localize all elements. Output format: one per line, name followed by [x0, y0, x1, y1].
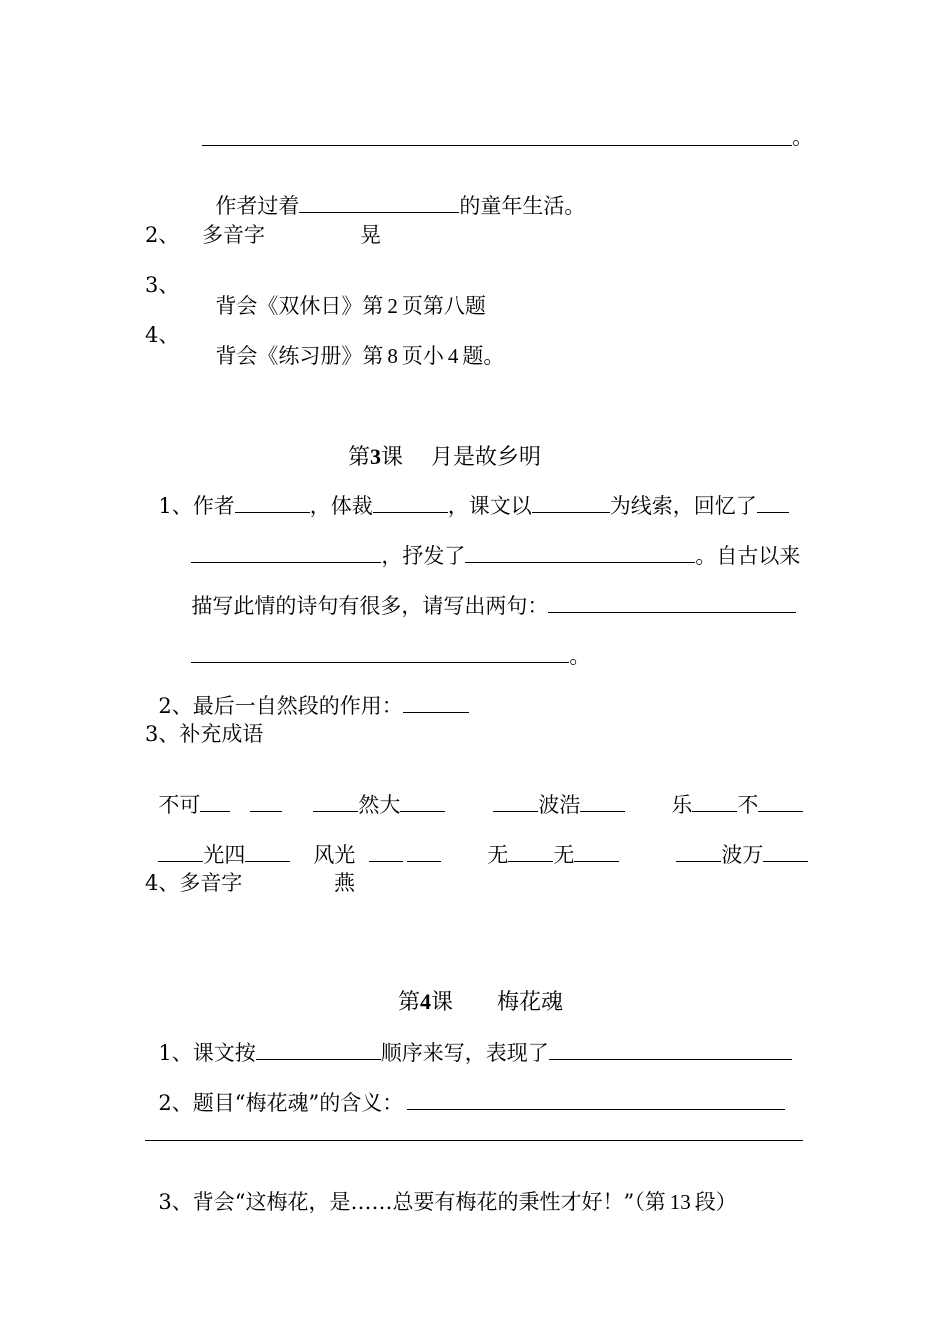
- lesson3-title-number: 3: [370, 444, 382, 469]
- idiom-4-blank-b[interactable]: [758, 810, 803, 812]
- lesson3-title-name: 月是故乡明: [431, 445, 542, 470]
- lesson4-q2: [145, 1072, 785, 1114]
- q4-text-c: 题。: [462, 344, 505, 368]
- q1-poem-label: 描写此情的诗句有很多，请写出两句：: [191, 594, 549, 618]
- q3-text-a: 背会《双休日》第: [215, 294, 384, 318]
- idiom-6: [300, 824, 441, 866]
- q1-genre-label: ，体裁: [309, 494, 373, 518]
- q1-recall-label: 为线索，回忆了: [609, 494, 757, 518]
- idiom-4-text-a: 乐: [671, 793, 693, 817]
- meaning-blank-b[interactable]: [145, 1140, 803, 1141]
- q4-num1: 8: [387, 344, 398, 368]
- period-mark: 。: [792, 125, 813, 149]
- lesson3-title: [334, 424, 541, 469]
- idiom-2-blank-b[interactable]: [400, 810, 445, 812]
- idiom-7-blank-a[interactable]: [508, 860, 553, 862]
- q4-number: 4、: [145, 323, 180, 347]
- idiom-7-blank-b[interactable]: [574, 860, 619, 862]
- lesson4-q3-text: 3、背会“这梅花，是……总要有梅花的秉性才好！”（第: [158, 1190, 666, 1214]
- idiom-5: [145, 824, 290, 866]
- idiom-4-blank-a[interactable]: [692, 810, 737, 812]
- genre-blank[interactable]: [373, 511, 448, 513]
- idiom-6-blank-b[interactable]: [407, 860, 441, 862]
- idiom-3-blank-a[interactable]: [493, 810, 538, 812]
- lesson4-q3-number: 13: [669, 1190, 691, 1214]
- idiom-8-blank-a[interactable]: [676, 860, 721, 862]
- life-blank[interactable]: [299, 211, 459, 213]
- idiom-5-blank-b[interactable]: [245, 860, 290, 862]
- lesson3-q2: [145, 675, 469, 717]
- idiom-7-text-b: 无: [553, 843, 575, 867]
- clue-blank[interactable]: [532, 511, 610, 513]
- function-blank[interactable]: [403, 711, 469, 713]
- idiom-1: [145, 774, 282, 816]
- idiom-1-blank-b[interactable]: [250, 810, 282, 812]
- meaning-blank-a[interactable]: [407, 1108, 785, 1110]
- q2-number: 2、: [145, 223, 180, 247]
- show-blank[interactable]: [549, 1058, 792, 1060]
- lesson3-q3: 3、补充成语: [145, 722, 264, 746]
- idiom-5-text: 光四: [203, 843, 246, 867]
- lesson3-q1-line3: [178, 575, 796, 617]
- q2-char: 晃: [360, 223, 381, 247]
- lesson3-q4-char: 燕: [334, 871, 355, 895]
- lesson3-q1-line2: [178, 525, 800, 567]
- lesson3-title-suffix: 课: [381, 445, 404, 470]
- life-prefix: 作者过着: [215, 194, 300, 218]
- q4-text-b: 页小: [401, 344, 444, 368]
- order-blank[interactable]: [256, 1058, 381, 1060]
- express-blank[interactable]: [465, 561, 695, 563]
- lesson4-title-prefix: 第: [398, 990, 421, 1015]
- idiom-1-text: 不可: [158, 793, 201, 817]
- poem-blank-b[interactable]: [191, 661, 569, 663]
- lesson4-title-name: 梅花魂: [497, 990, 564, 1015]
- q1-end-period: 。: [569, 644, 591, 668]
- lesson3-q1-line4: [178, 625, 590, 667]
- lesson4-q1-order-label: 1、课文按: [158, 1041, 256, 1065]
- q2-label: 2、最后一自然段的作用：: [158, 694, 403, 718]
- idiom-2-text: 然大: [358, 793, 401, 817]
- lesson3-q1-line1: [145, 475, 789, 517]
- idiom-8-text: 波万: [721, 843, 764, 867]
- idiom-8: [663, 824, 808, 866]
- q3-number: 3、: [145, 273, 180, 297]
- lesson4-q3-end: 段）: [694, 1190, 737, 1214]
- idiom-3-blank-b[interactable]: [580, 810, 625, 812]
- idiom-3: [480, 774, 625, 816]
- q4-num2: 4: [447, 344, 459, 368]
- q3-text: [202, 275, 486, 317]
- lesson4-q1: [145, 1022, 792, 1064]
- q2-text: 多音字: [202, 223, 265, 247]
- answer-blank-line[interactable]: [202, 145, 792, 146]
- lesson4-title: [384, 969, 563, 1014]
- idiom-7-text-a: 无: [487, 843, 509, 867]
- lesson4-q2-label: 2、题目“梅花魂”的含义：: [158, 1091, 404, 1115]
- author-blank[interactable]: [235, 511, 310, 513]
- life-suffix: 的童年生活。: [459, 194, 586, 218]
- lesson4-title-suffix: 课: [431, 990, 454, 1015]
- idiom-1-blank-a[interactable]: [200, 810, 230, 812]
- idiom-6-text: 风光: [313, 843, 356, 867]
- lesson3-q4: 4、多音字: [145, 871, 243, 895]
- life-line: [202, 175, 585, 217]
- q1-clue-label: ，课文以: [447, 494, 532, 518]
- q4-text-a: 背会《练习册》第: [215, 344, 384, 368]
- idiom-6-blank-a[interactable]: [369, 860, 403, 862]
- poem-blank-a[interactable]: [548, 611, 796, 613]
- idiom-8-blank-b[interactable]: [763, 860, 808, 862]
- idiom-2-blank-a[interactable]: [313, 810, 358, 812]
- recall-blank-a[interactable]: [757, 511, 789, 513]
- lesson3-title-prefix: 第: [348, 445, 371, 470]
- lesson4-title-number: 4: [420, 989, 432, 1014]
- idiom-7: [474, 824, 619, 866]
- q4-text: [202, 325, 504, 367]
- idiom-2: [300, 774, 445, 816]
- q3-num: 2: [387, 294, 398, 318]
- idiom-5-blank-a[interactable]: [158, 860, 203, 862]
- lesson4-q3: [145, 1171, 737, 1213]
- idiom-4-text-b: 不: [737, 793, 759, 817]
- q1-express-label: ，抒发了: [381, 544, 466, 568]
- q1-since-label: 。自古以来: [695, 544, 801, 568]
- idiom-4: [658, 774, 803, 816]
- recall-blank-b[interactable]: [191, 561, 381, 563]
- q3-text-b: 页第八题: [401, 294, 486, 318]
- idiom-3-text: 波浩: [538, 793, 581, 817]
- q1-author-label: 1、作者: [158, 494, 235, 518]
- lesson4-q1-show-label: 顺序来写，表现了: [380, 1041, 549, 1065]
